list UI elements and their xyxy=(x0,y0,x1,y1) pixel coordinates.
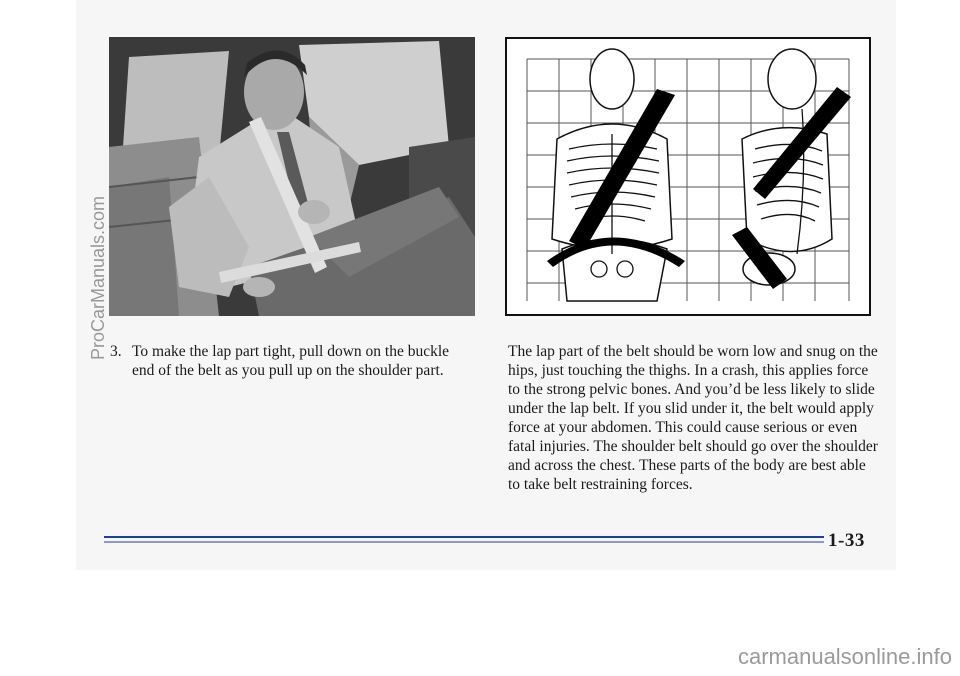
instruction-step xyxy=(110,342,470,380)
footer-rule xyxy=(104,533,824,545)
body-paragraph: The lap part of the belt should be worn low and snug on the hips, just touching the thighs. In a crash, this applies force to the strong pelvic bones. And you’d be less likely to slide under the lap belt. If you slid under it, the belt would apply force at your abdomen. This could cause serious or even fatal injuries. The shoulder belt should go over the shoulder and across the chest. These parts of the body are best able to take belt restraining forces. xyxy=(508,343,878,493)
man-fastening-seatbelt-icon xyxy=(109,37,475,316)
step-number: 3. xyxy=(110,343,122,360)
side-watermark: ProCarManuals.com xyxy=(88,195,108,360)
skeleton-seatbelt-icon xyxy=(507,39,869,314)
step-text: To make the lap part tight, pull down on the buckle end of the belt as you pull up on the shoulder part. xyxy=(132,343,450,379)
bottom-watermark: carmanualsonline.info xyxy=(737,644,952,669)
page-number: 1-33 xyxy=(828,530,865,551)
seatbelt-photo xyxy=(109,37,475,316)
skeleton-belt-diagram xyxy=(505,37,871,316)
